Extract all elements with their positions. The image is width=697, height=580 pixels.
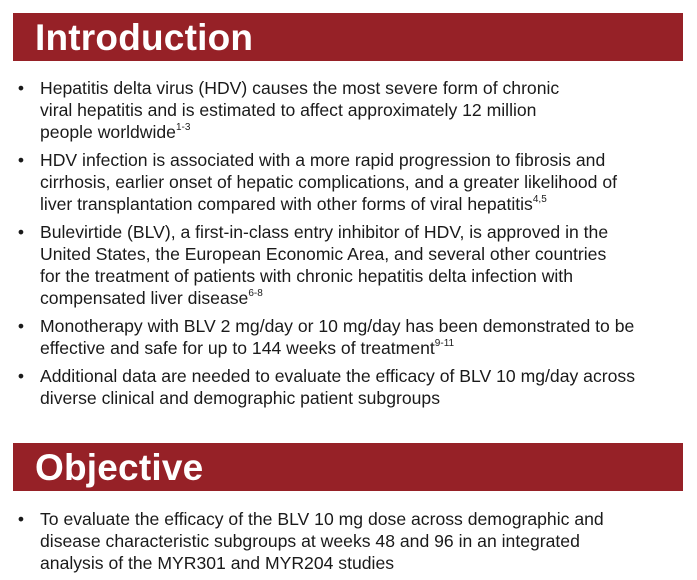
bullet-icon: • — [17, 366, 25, 386]
list-item — [13, 77, 690, 143]
list-item — [13, 149, 690, 215]
bullet-text-line: diverse clinical and demographic patient subgroups — [40, 388, 441, 408]
bullet-text-line: analysis of the MYR301 and MYR204 studies — [40, 553, 395, 573]
reference-superscript: 1-3 — [175, 122, 191, 134]
bullet-text-line: Hepatitis delta virus (HDV) causes the most severe form of chronic — [40, 78, 560, 98]
reference-superscript: 6-8 — [248, 288, 263, 300]
objective-bullet-list — [0, 508, 697, 580]
bullet-text-line: To evaluate the efficacy of the BLV 10 mg dose across demographic and — [40, 509, 604, 529]
objective-title: Objective — [35, 446, 204, 488]
list-item — [13, 365, 690, 409]
introduction-title: Introduction — [35, 16, 254, 58]
list-item — [13, 508, 690, 574]
bullet-text-line: effective and safe for up to 144 weeks of treatment — [40, 338, 435, 358]
introduction-header — [13, 13, 683, 61]
bullet-icon: • — [17, 150, 25, 170]
reference-superscript: 9-11 — [434, 338, 455, 350]
bullet-text-line: United States, the European Economic Area, and several other countries — [40, 244, 607, 264]
list-item — [13, 315, 690, 359]
bullet-icon: • — [17, 509, 25, 529]
bullet-text-line: viral hepatitis and is estimated to affect approximately 12 million — [40, 100, 537, 120]
objective-header — [13, 443, 683, 491]
bullet-text-line: HDV infection is associated with a more rapid progression to fibrosis and — [40, 150, 606, 170]
bullet-text-line: compensated liver disease — [40, 288, 249, 308]
bullet-icon: • — [17, 316, 25, 336]
bullet-text-line: people worldwide — [40, 122, 176, 142]
reference-superscript: 4,5 — [532, 194, 547, 206]
bullet-icon: • — [17, 78, 25, 98]
bullet-text-line: disease characteristic subgroups at weeks 48 and 96 in an integrated — [40, 531, 580, 551]
bullet-text-line: cirrhosis, earlier onset of hepatic complications, and a greater likelihood of — [40, 172, 617, 192]
bullet-text-line: liver transplantation compared with other forms of viral hepatitis — [40, 194, 533, 214]
bullet-text-line: Monotherapy with BLV 2 mg/day or 10 mg/day has been demonstrated to be — [40, 316, 635, 336]
bullet-icon: • — [17, 222, 25, 242]
bullet-text-line: Additional data are needed to evaluate the efficacy of BLV 10 mg/day across — [40, 366, 635, 386]
list-item — [13, 221, 690, 309]
bullet-text-line: Bulevirtide (BLV), a first-in-class entry inhibitor of HDV, is approved in the — [40, 222, 609, 242]
bullet-text-line: for the treatment of patients with chronic hepatitis delta infection with — [40, 266, 573, 286]
introduction-bullet-list — [0, 77, 697, 415]
